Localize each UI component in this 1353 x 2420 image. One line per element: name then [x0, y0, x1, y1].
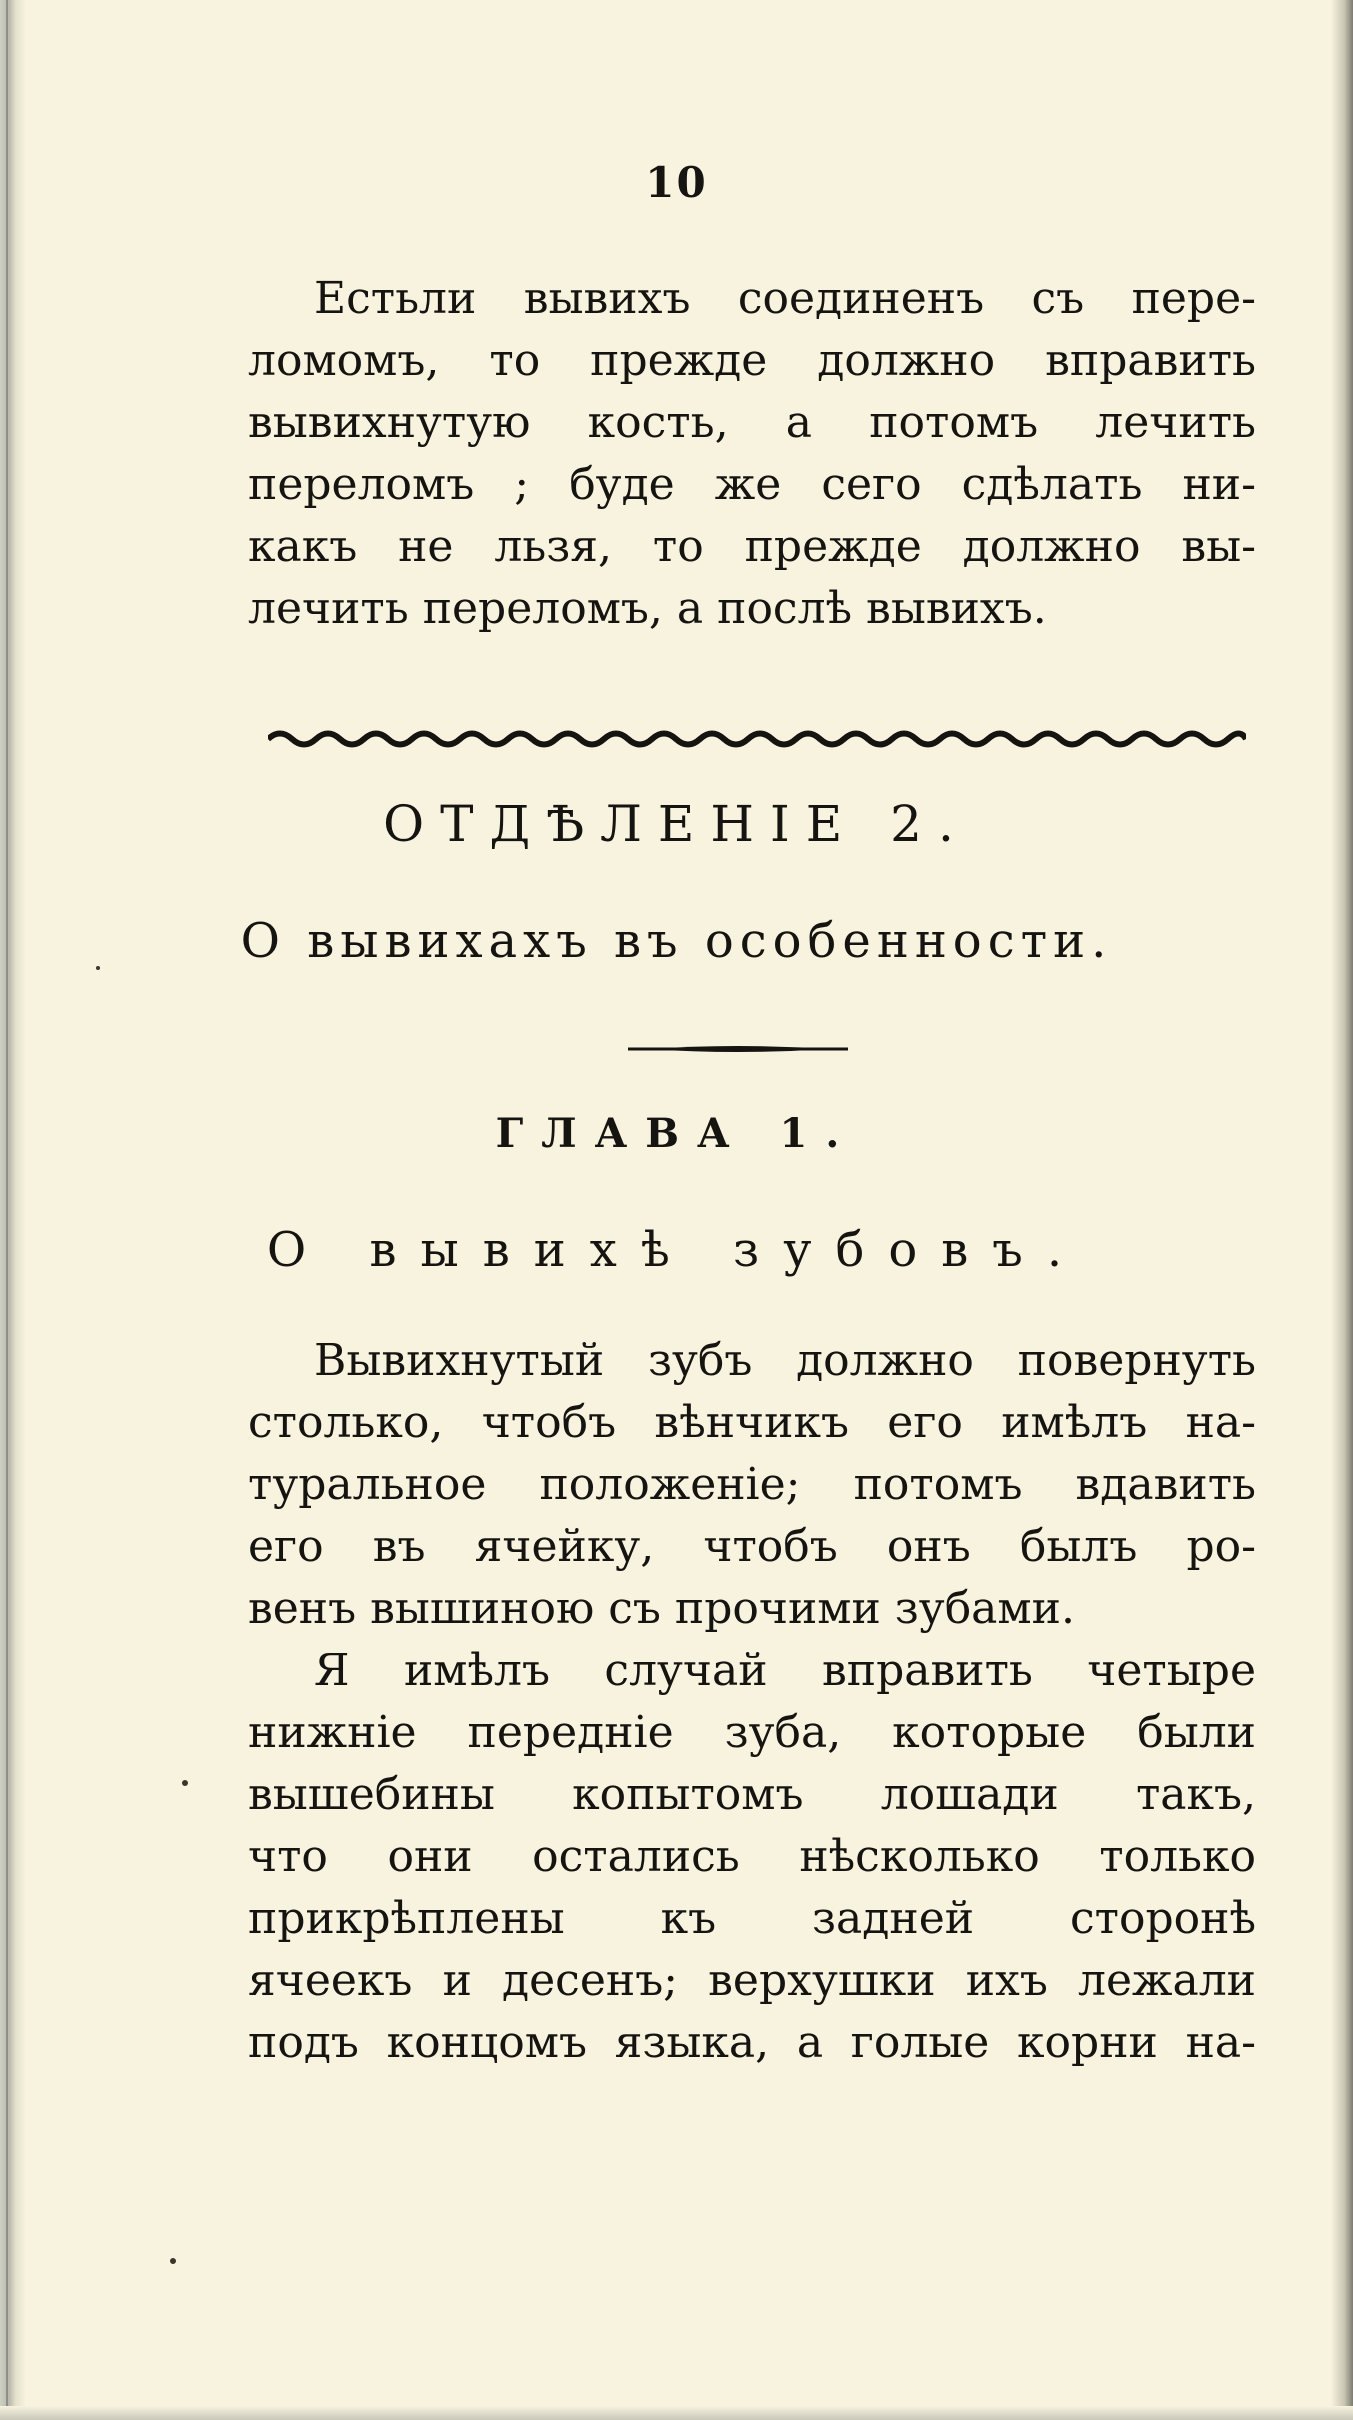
decorative-rule — [628, 1044, 848, 1054]
paper-speck — [170, 2258, 176, 2264]
text-line: нижніе передніе зуба, которые были — [248, 1707, 1256, 1758]
text-line: вывихнутую кость, а потомъ лечить — [248, 397, 1256, 448]
text-line: прикрѣплены къ задней сторонѣ — [248, 1893, 1256, 1944]
text-line: его въ ячейку, чтобъ онъ былъ ро- — [248, 1521, 1256, 1572]
text-line: столько, чтобъ вѣнчикъ его имѣлъ на- — [248, 1397, 1256, 1448]
paragraph-case-report — [248, 1640, 1256, 2074]
text-line: ломомъ, то прежде должно вправить — [248, 335, 1256, 386]
paragraph-tooth-reduction — [248, 1330, 1256, 1640]
chapter-title: ГЛАВА 1. — [495, 1110, 858, 1157]
paragraph-dislocation-with-fracture — [248, 268, 1256, 640]
text-line: Естьли вывихъ соединенъ съ пере- — [314, 273, 1256, 324]
text-line: какъ не льзя, то прежде должно вы- — [248, 521, 1256, 572]
text-line: что они остались нѣсколько только — [248, 1831, 1256, 1882]
page-right-edge — [1331, 0, 1353, 2420]
text-line: Я имѣлъ случай вправить четыре — [314, 1645, 1256, 1696]
text-line: ячеекъ и десенъ; верхушки ихъ лежали — [248, 1955, 1256, 2006]
page-bottom-edge — [0, 2406, 1353, 2420]
section-subtitle: О вывихахъ въ особенности. — [240, 913, 1113, 969]
text-line: Вывихнутый зубъ должно повернуть — [314, 1335, 1256, 1386]
paper-speck — [182, 1780, 188, 1786]
text-line: вышебины копытомъ лошади такъ, — [248, 1769, 1256, 1820]
text-line: венъ вышиною съ прочими зубами. — [248, 1583, 1075, 1634]
page-binding-edge — [0, 0, 26, 2420]
chapter-subtitle: О вывихѣ зубовъ. — [266, 1222, 1087, 1278]
text-line: лечить переломъ, а послѣ вывихъ. — [248, 583, 1047, 634]
text-line: подъ концомъ языка, а голые корни на- — [248, 2017, 1256, 2068]
section-title: ОТДѢЛЕНІЕ 2. — [383, 795, 970, 853]
text-line: туральное положеніе; потомъ вдавить — [248, 1459, 1256, 1510]
ornamental-divider — [268, 726, 1246, 752]
paper-speck — [96, 966, 100, 970]
page-number: 10 — [645, 158, 708, 207]
text-line: переломъ ; буде же сего сдѣлать ни- — [248, 459, 1256, 510]
